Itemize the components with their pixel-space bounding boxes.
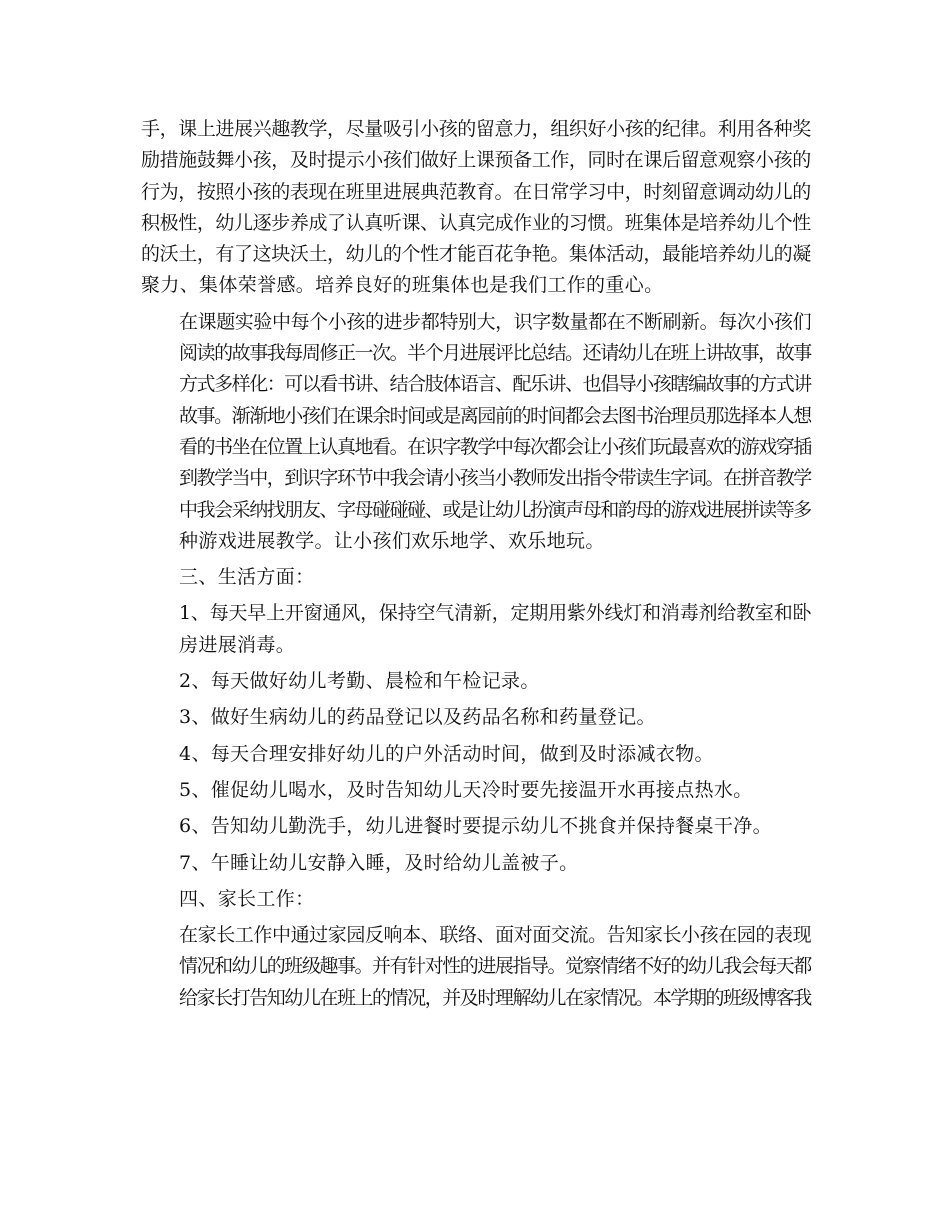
text-line: 6、告知幼儿勤洗手，幼儿进餐时要提示幼儿不挑食并保持餐桌干净。: [179, 815, 772, 838]
text-line: 1、每天早上开窗通风，保持空气清新，定期用紫外线灯和消毒剂给教室和卧: [179, 602, 812, 625]
paragraph-p5: [141, 666, 813, 697]
text-line: 在课题实验中每个小孩的进步都特别大，识字数量都在不断刷新。每次小孩们: [179, 310, 812, 333]
text-line: 到教学当中，到识字环节中我会请小孩当小教师发出指令带读生字词。在拼音教学: [179, 467, 811, 490]
paragraph-p3: [141, 562, 813, 593]
text-line: 四、家长工作：: [179, 887, 315, 910]
paragraph-p7: [141, 739, 813, 770]
paragraph-p12: [141, 920, 813, 1014]
text-line: 手，课上进展兴趣教学，尽量吸引小孩的留意力，组织好小孩的纪律。利用各种奖: [141, 118, 811, 140]
paragraph-p11: [141, 884, 813, 915]
text-line: 行为，按照小孩的表现在班里进展典范教育。在日常学习中，时刻留意调动幼儿的: [141, 180, 811, 203]
text-line: 给家长打告知幼儿在班上的情况，并及时理解幼儿在家情况。本学期的班级博客我: [179, 986, 811, 1009]
text-line: 2、每天做好幼儿考勤、晨检和午检记录。: [179, 670, 540, 693]
text-line: 4、每天合理安排好幼儿的户外活动时间，做到及时添减衣物。: [179, 742, 714, 765]
text-line: 7、午睡让幼儿安静入睡，及时给幼儿盖被子。: [179, 851, 579, 874]
text-line: 方式多样化：可以看书讲、结合肢体语言、配乐讲、也倡导小孩瞎编故事的方式讲: [179, 373, 811, 396]
paragraph-p4: [141, 598, 813, 661]
text-line: 阅读的故事我每周修正一次。半个月进展评比总结。还请幼儿在班上讲故事，故事: [179, 342, 811, 365]
text-line: 3、做好生病幼儿的药品登记以及药品名称和药量登记。: [179, 706, 656, 729]
text-line: 励措施鼓舞小孩，及时提示小孩们做好上课预备工作，同时在课后留意观察小孩的: [141, 149, 811, 172]
text-line: 种游戏进展教学。让小孩们欢乐地学、欢乐地玩。: [179, 529, 605, 552]
paragraph-p10: [141, 848, 813, 879]
text-line: 在家长工作中通过家园反响本、联络、面对面交流。告知家长小孩在园的表现: [179, 924, 812, 947]
document-body: [141, 114, 813, 1019]
text-line: 故事。渐渐地小孩们在课余时间或是离园前的时间都会去图书治理员那选择本人想: [179, 404, 811, 427]
text-line: 三、生活方面：: [179, 566, 315, 589]
text-line: 看的书坐在位置上认真地看。在识字教学中每次都会让小孩们玩最喜欢的游戏穿插: [179, 435, 811, 458]
paragraph-p9: [141, 811, 813, 842]
text-line: 房进展消毒。: [179, 633, 296, 656]
paragraph-p2: [141, 307, 813, 557]
text-line: 的沃土，有了这块沃土，幼儿的个性才能百花争艳。集体活动，最能培养幼儿的凝: [141, 243, 811, 266]
paragraph-p6: [141, 702, 813, 733]
text-line: 积极性，幼儿逐步养成了认真听课、认真完成作业的习惯。班集体是培养幼儿个性: [141, 211, 811, 234]
paragraph-p1: [141, 114, 813, 302]
text-line: 情况和幼儿的班级趣事。并有针对性的进展指导。觉察情绪不好的幼儿我会每天都: [179, 955, 811, 978]
text-line: 5、催促幼儿喝水，及时告知幼儿天冷时要先接温开水再接点热水。: [179, 778, 753, 801]
paragraph-p8: [141, 775, 813, 806]
text-line: 中我会采纳找朋友、字母碰碰碰、或是让幼儿扮演声母和韵母的游戏进展拼读等多: [179, 498, 811, 521]
text-line: 聚力、集体荣誉感。培养良好的班集体也是我们工作的重心。: [141, 274, 664, 297]
